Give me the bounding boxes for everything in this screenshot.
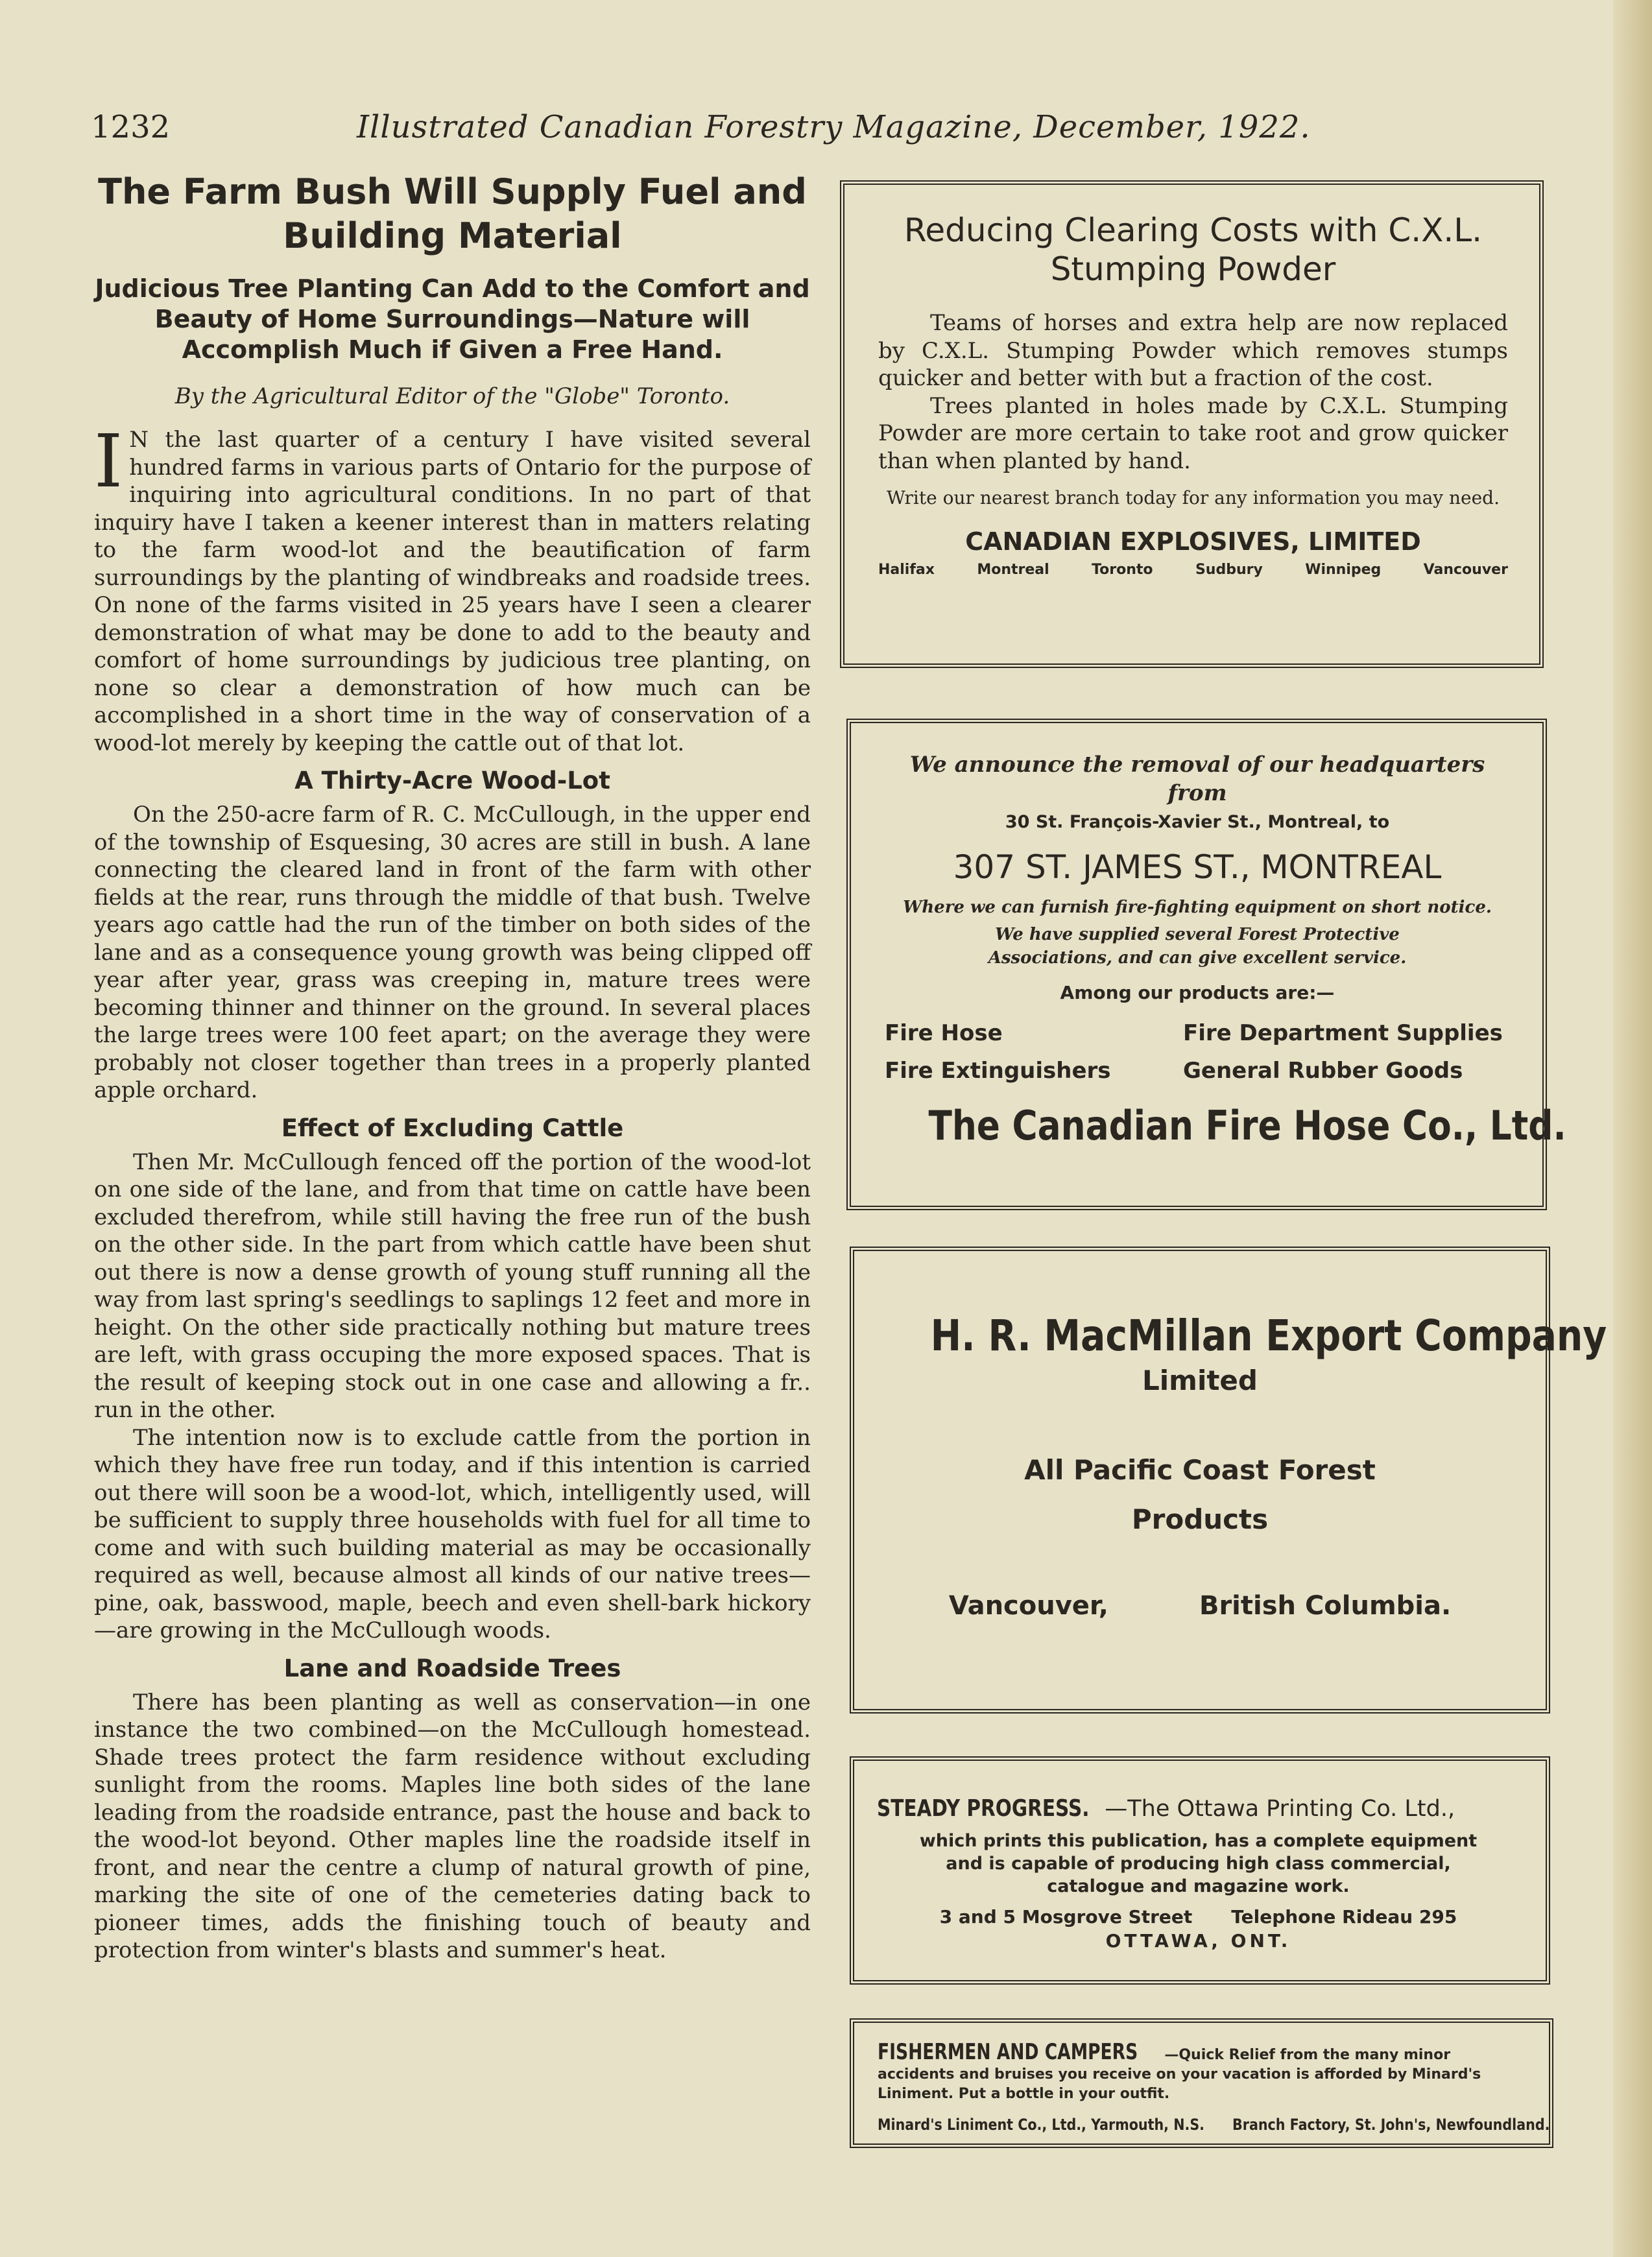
article-title: The Farm Bush Will Supply Fuel and Building Material xyxy=(98,171,807,256)
city-name: Halifax xyxy=(878,562,935,578)
product-item: Fire Hose xyxy=(885,1020,1003,1046)
product-item: General Rubber Goods xyxy=(1183,1058,1463,1084)
macmillan-province: British Columbia. xyxy=(1199,1591,1452,1621)
section-heading: Effect of Excluding Cattle xyxy=(281,1114,624,1142)
hose-line: Where we can furnish fire-fighting equipment on short notice. xyxy=(903,898,1492,917)
hose-line: We have supplied several Forest Protective Associations, and can give excellent service. xyxy=(988,925,1407,968)
cxl-paragraph: Trees planted in holes made by C.X.L. Stumping Powder are more certain to take root and grow quicker than when planted by hand. xyxy=(878,392,1508,474)
minard-company: Minard's Liniment Co., Ltd., Yarmouth, N.S. xyxy=(878,2116,1205,2134)
ottawa-printing-advertisement xyxy=(850,1756,1550,1985)
macmillan-city: Vancouver, xyxy=(948,1591,1108,1621)
product-item: Fire Extinguishers xyxy=(885,1058,1111,1084)
minard-text: —Quick Relief from the many minor accidents and bruises you receive on your vacation is afforded by Minard's Liniment. Put a bottle in your outfit. xyxy=(878,2047,1481,2102)
fire-hose-advertisement xyxy=(846,719,1566,1210)
minard-advertisement xyxy=(850,2018,1553,2148)
hose-announcement: We announce the removal of our headquarters from xyxy=(909,752,1485,806)
article xyxy=(94,170,811,1964)
macmillan-name: H. R. MacMillan Export Company xyxy=(930,1311,1607,1361)
page-header xyxy=(91,109,1311,154)
article-subtitle: Judicious Tree Planting Can Add to the Comfort and Beauty of Home Surroundings—Nature will Accomplish Much if Given a Free Hand. xyxy=(95,274,810,364)
intro-paragraph xyxy=(94,420,811,757)
ottawa-description: which prints this publication, has a complete equipment and is capable of producing high class commercial, catalogue and magazine work. xyxy=(919,1831,1478,1896)
section-paragraph: The intention now is to exclude cattle from the portion in which they have free run today, and if this intention is carried out there will soon be a wood-lot, which, intelligently used, will be sufficient to supply three households with fuel for all time to come and with such building material as may be occasionally required as well, because almost all kinds of our native trees—pine, oak, basswood, maple, beech and even shell-bark hickory—are growing in the McCullough woods. xyxy=(94,1424,811,1643)
ottawa-contact xyxy=(877,1904,1520,1930)
ottawa-headline xyxy=(877,1795,1520,1823)
section-paragraph: There has been planting as well as conservation—in one instance the two combined—on the McCullough homestead. Shade trees protect the farm residence without excluding sunlight from the rooms. Maples line both sides of the lane leading from the roadside entrance, past the house and back to the wood-lot beyond. Other maples line the roadside itself in front, and near the centre a clump of natural growth of pine, marking the site of one of the cemeteries dating back to pioneer times, adds the finishing touch of beauty and protection from winter's blasts and summer's heat. xyxy=(94,1689,811,1963)
city-name: Winnipeg xyxy=(1305,562,1382,578)
intro-text: N the last quarter of a century I have visited several hundred farms in various parts of Ontario for the purpose of inquiring into agricultural conditions. In no part of that inquiry have I taken a keener interest than in matters relating to the farm wood-lot and the beautification of farm surroundings by the planting of windbreaks and roadside trees. On none of the farms visited in 25 years have I seen a clearer demonstration of what may be done to add to the beauty and comfort of home surroundings by judicious tree planting, on none so clear a demonstration of how much can be accomplished in a short time in the way of conservation of a wood-lot merely by keeping the cattle out of that lot. xyxy=(94,427,811,756)
ottawa-address: 3 and 5 Mosgrove Street xyxy=(939,1906,1193,1928)
cxl-company: CANADIAN EXPLOSIVES, LIMITED xyxy=(965,527,1421,556)
product-item: Fire Department Supplies xyxy=(1183,1020,1503,1046)
minard-text-block xyxy=(878,2039,1526,2104)
section-heading: A Thirty-Acre Wood-Lot xyxy=(294,767,610,794)
hose-old-address: 30 St. François-Xavier St., Montreal, to xyxy=(1005,812,1390,832)
macmillan-limited: Limited xyxy=(1142,1365,1258,1396)
page-number: 1232 xyxy=(91,109,171,145)
cxl-headline: Reducing Clearing Costs with C.X.L. Stumping Powder xyxy=(904,211,1483,288)
dropcap-letter: I xyxy=(94,420,123,504)
hose-new-address: 307 ST. JAMES ST., MONTREAL xyxy=(953,848,1442,886)
cxl-advertisement xyxy=(840,180,1544,668)
city-name: Montreal xyxy=(977,562,1049,578)
minard-branch: Branch Factory, St. John's, Newfoundland. xyxy=(1232,2116,1550,2134)
city-name: Sudbury xyxy=(1195,562,1263,578)
section-paragraph: Then Mr. McCullough fenced off the portion of the wood-lot on one side of the lane, and from that time on cattle have been excluded therefrom, while still having the free run of the bush on the other side. In the part from which cattle have been shut out there is now a dense growth of young stuff running all the way from last spring's seedlings to saplings 12 feet and more in height. On the other side practically nothing but mature trees are left, with grass occuping the more exposed spaces. That is the result of keeping stock out in one case and allowing a fr.. run in the other. xyxy=(94,1149,811,1423)
cxl-cities xyxy=(878,562,1508,578)
ottawa-dash: — xyxy=(1105,1796,1128,1822)
macmillan-products: All Pacific Coast Forest Products xyxy=(1024,1454,1376,1535)
ottawa-city: OTTAWA, ONT. xyxy=(1105,1930,1291,1952)
hose-among: Among our products are:— xyxy=(1060,982,1335,1003)
macmillan-location xyxy=(887,1591,1513,1621)
ottawa-lead: STEADY PROGRESS. xyxy=(877,1795,1090,1822)
ottawa-telephone: Telephone Rideau 295 xyxy=(1231,1906,1457,1928)
cxl-note: Write our nearest branch today for any information you may need. xyxy=(887,487,1500,508)
section-heading: Lane and Roadside Trees xyxy=(283,1654,621,1682)
product-list xyxy=(885,1018,1510,1086)
section-paragraph: On the 250-acre farm of R. C. McCullough, in the upper end of the township of Esquesing, 30 acres are still in bush. A lane connecting the cleared land in front of the farm with other fields at the rear, runs through the middle of that bush. Twelve years ago cattle had the run of the timber on both sides of the lane and as a consequence young growth was being clipped off year after year, grass was creeping in, mature trees were becoming thinner and thinner on the ground. In several places the large trees were 100 feet apart; on the average they were probably not closer together than trees in a properly planted apple orchard. xyxy=(94,802,811,1103)
page-edge xyxy=(1613,0,1652,2257)
hose-company: The Canadian Fire Hose Co., Ltd. xyxy=(928,1102,1566,1149)
running-title: Illustrated Canadian Forestry Magazine, December, 1922. xyxy=(357,109,1311,145)
minard-lead: FISHERMEN AND CAMPERS xyxy=(878,2039,1138,2065)
city-name: Toronto xyxy=(1092,562,1153,578)
minard-footer xyxy=(878,2112,1550,2138)
cxl-paragraph: Teams of horses and extra help are now replaced by C.X.L. Stumping Powder which removes stumps quicker and better with but a fraction of the cost. xyxy=(878,310,1508,391)
city-name: Vancouver xyxy=(1423,562,1508,578)
article-byline: By the Agricultural Editor of the "Globe" Toronto. xyxy=(174,383,730,409)
macmillan-advertisement xyxy=(850,1247,1607,1714)
ottawa-company: The Ottawa Printing Co. Ltd., xyxy=(1127,1796,1455,1822)
